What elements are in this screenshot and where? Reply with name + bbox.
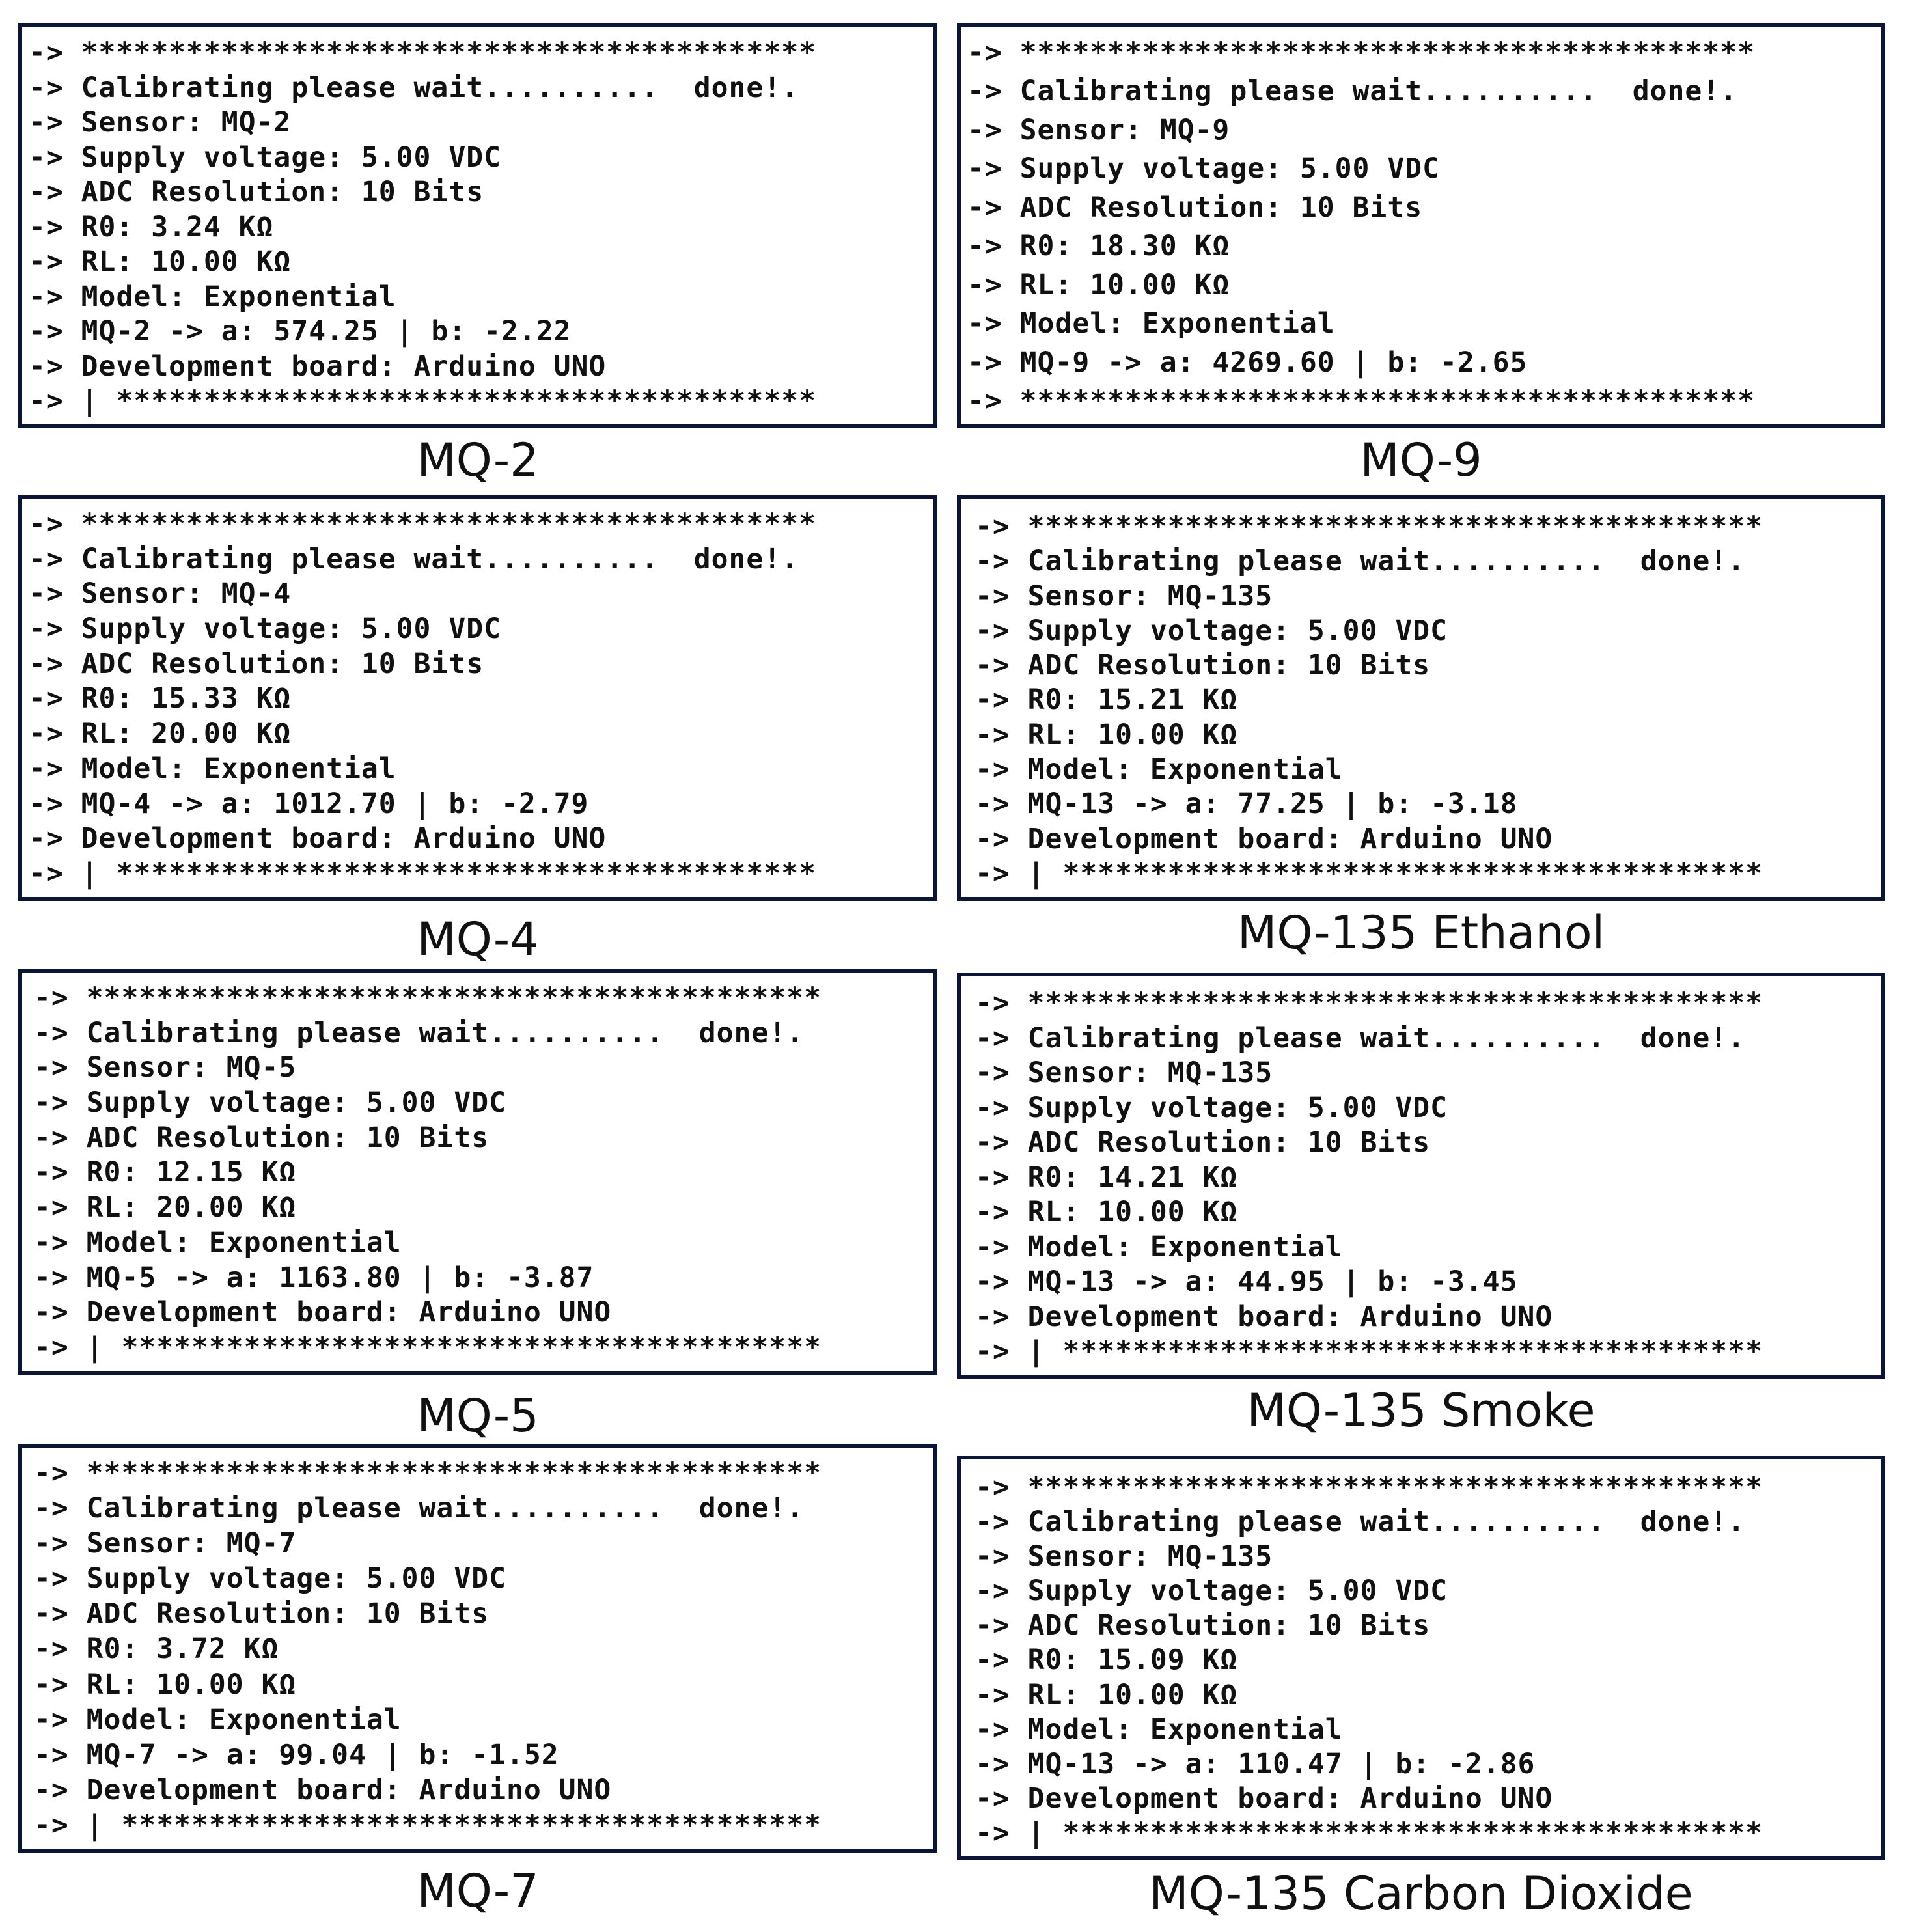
terminal-lines: [22, 499, 933, 897]
terminal-line: -> MQ-7 -> a: 99.04 | b: -1.52: [34, 1738, 559, 1771]
serial-output-panel-mq-9: [957, 23, 1885, 428]
terminal-lines: [961, 1459, 1881, 1856]
terminal-line: -> ******************************************: [29, 36, 816, 69]
terminal-line: -> | ****************************************: [34, 1331, 822, 1364]
terminal-line: -> Model: Exponential: [975, 1230, 1343, 1263]
terminal-line: -> Development board: Arduino UNO: [29, 350, 607, 383]
terminal-line: -> ******************************************: [967, 36, 1755, 69]
terminal-line: -> Supply voltage: 5.00 VDC: [29, 141, 501, 174]
terminal-line: -> MQ-2 -> a: 574.25 | b: -2.22: [29, 315, 572, 348]
terminal-lines: [22, 27, 933, 424]
terminal-line: -> RL: 10.00 KΩ: [975, 1196, 1238, 1228]
terminal-line: -> Supply voltage: 5.00 VDC: [975, 1091, 1448, 1124]
terminal-line: -> Sensor: MQ-135: [975, 579, 1273, 613]
serial-output-panel-mq-2: [18, 23, 937, 428]
panel-caption: MQ-4: [417, 913, 539, 966]
terminal-line: -> Supply voltage: 5.00 VDC: [967, 152, 1440, 186]
terminal-line: -> Model: Exponential: [975, 753, 1343, 786]
terminal-line: -> MQ-9 -> a: 4269.60 | b: -2.65: [967, 346, 1528, 379]
terminal-line: -> ADC Resolution: 10 Bits: [975, 1609, 1431, 1642]
terminal-line: -> Development board: Arduino UNO: [975, 1782, 1553, 1815]
terminal-lines: [961, 499, 1881, 897]
panel-caption: MQ-5: [417, 1389, 539, 1442]
terminal-line: -> RL: 10.00 KΩ: [967, 268, 1230, 301]
terminal-line: -> ADC Resolution: 10 Bits: [29, 647, 484, 680]
terminal-line: -> | ****************************************: [975, 1335, 1763, 1368]
terminal-line: -> R0: 18.30 KΩ: [967, 230, 1230, 263]
terminal-line: -> ******************************************: [975, 1471, 1763, 1504]
terminal-line: -> Supply voltage: 5.00 VDC: [34, 1086, 506, 1120]
terminal-line: -> Supply voltage: 5.00 VDC: [34, 1562, 506, 1595]
terminal-line: -> ******************************************: [29, 508, 816, 540]
terminal-line: -> ADC Resolution: 10 Bits: [967, 191, 1423, 224]
terminal-line: -> Sensor: MQ-135: [975, 1056, 1273, 1089]
terminal-line: -> ADC Resolution: 10 Bits: [34, 1121, 490, 1154]
terminal-line: -> MQ-13 -> a: 77.25 | b: -3.18: [975, 788, 1518, 821]
serial-output-panel-mq-7: [18, 1444, 937, 1853]
terminal-line: -> | ****************************************: [975, 857, 1763, 890]
terminal-lines: [22, 1448, 933, 1849]
terminal-line: -> Development board: Arduino UNO: [34, 1773, 612, 1806]
terminal-line: -> MQ-5 -> a: 1163.80 | b: -3.87: [34, 1261, 594, 1294]
terminal-line: -> ******************************************: [967, 384, 1755, 417]
terminal-line: -> | ****************************************: [975, 1816, 1763, 1849]
terminal-line: -> ADC Resolution: 10 Bits: [29, 176, 484, 208]
terminal-line: -> Supply voltage: 5.00 VDC: [29, 613, 501, 646]
panel-caption: MQ-135 Ethanol: [1237, 906, 1605, 959]
terminal-line: -> R0: 15.21 KΩ: [975, 683, 1238, 717]
serial-output-panel-mq-5: [18, 969, 937, 1375]
terminal-lines: [22, 973, 933, 1371]
terminal-line: -> Model: Exponential: [29, 752, 396, 785]
terminal-line: -> Sensor: MQ-9: [967, 113, 1230, 146]
serial-output-panel-mq-135-smoke: [957, 973, 1885, 1379]
terminal-line: -> Development board: Arduino UNO: [975, 822, 1553, 855]
terminal-line: -> RL: 10.00 KΩ: [29, 245, 292, 278]
terminal-line: -> RL: 10.00 KΩ: [34, 1668, 297, 1701]
serial-output-panel-mq-4: [18, 495, 937, 901]
terminal-line: -> RL: 20.00 KΩ: [34, 1191, 297, 1224]
terminal-lines: [961, 976, 1881, 1375]
serial-output-panel-mq-135-carbon-dioxide: [957, 1456, 1885, 1860]
terminal-line: -> | ****************************************: [29, 857, 816, 890]
terminal-line: -> Sensor: MQ-5: [34, 1051, 297, 1084]
terminal-line: -> Sensor: MQ-4: [29, 577, 292, 611]
terminal-line: -> Calibrating please wait.......... done!.: [34, 1492, 805, 1525]
terminal-line: -> ADC Resolution: 10 Bits: [975, 1126, 1431, 1159]
terminal-line: -> Model: Exponential: [29, 280, 396, 313]
terminal-line: -> ADC Resolution: 10 Bits: [34, 1597, 490, 1631]
terminal-line: -> Supply voltage: 5.00 VDC: [975, 614, 1448, 647]
terminal-line: -> Development board: Arduino UNO: [34, 1296, 612, 1329]
terminal-line: -> Calibrating please wait.......... done!.: [29, 542, 799, 575]
terminal-line: -> Model: Exponential: [34, 1703, 402, 1736]
terminal-line: -> ******************************************: [34, 982, 822, 1014]
terminal-line: -> Development board: Arduino UNO: [975, 1300, 1553, 1333]
terminal-line: -> RL: 20.00 KΩ: [29, 717, 292, 751]
panel-caption: MQ-135 Smoke: [1247, 1384, 1595, 1437]
terminal-line: -> R0: 14.21 KΩ: [975, 1161, 1238, 1194]
terminal-line: -> Calibrating please wait.......... done!.: [975, 545, 1746, 578]
terminal-line: -> Calibrating please wait.......... done!.: [34, 1016, 805, 1049]
terminal-line: -> R0: 3.72 KΩ: [34, 1633, 279, 1666]
terminal-line: -> R0: 3.24 KΩ: [29, 210, 274, 243]
terminal-line: -> Model: Exponential: [34, 1226, 402, 1259]
terminal-line: -> ******************************************: [975, 987, 1763, 1019]
terminal-line: -> Calibrating please wait.......... done!.: [975, 1021, 1746, 1055]
panel-caption: MQ-135 Carbon Dioxide: [1149, 1867, 1693, 1920]
terminal-line: -> | ****************************************: [29, 385, 816, 417]
terminal-line: -> MQ-4 -> a: 1012.70 | b: -2.79: [29, 787, 589, 820]
terminal-line: -> R0: 15.09 KΩ: [975, 1644, 1238, 1677]
terminal-lines: [961, 27, 1881, 424]
terminal-line: -> R0: 12.15 KΩ: [34, 1156, 297, 1189]
terminal-line: -> Supply voltage: 5.00 VDC: [975, 1575, 1448, 1608]
terminal-line: -> R0: 15.33 KΩ: [29, 682, 292, 715]
terminal-line: -> | ****************************************: [34, 1808, 822, 1842]
terminal-line: -> ******************************************: [975, 510, 1763, 543]
terminal-line: -> Model: Exponential: [975, 1713, 1343, 1746]
terminal-line: -> Sensor: MQ-135: [975, 1540, 1273, 1573]
serial-output-panel-mq-135-ethanol: [957, 495, 1885, 901]
terminal-line: -> MQ-13 -> a: 110.47 | b: -2.86: [975, 1747, 1536, 1780]
terminal-line: -> RL: 10.00 KΩ: [975, 1678, 1238, 1711]
panel-caption: MQ-9: [1360, 434, 1482, 487]
terminal-line: -> Calibrating please wait.......... done!.: [29, 71, 799, 104]
terminal-line: -> Sensor: MQ-2: [29, 106, 292, 139]
terminal-line: -> MQ-13 -> a: 44.95 | b: -3.45: [975, 1265, 1518, 1298]
terminal-line: -> ADC Resolution: 10 Bits: [975, 649, 1431, 682]
terminal-line: -> ******************************************: [34, 1457, 822, 1489]
panel-caption: MQ-7: [417, 1864, 539, 1918]
terminal-line: -> Calibrating please wait.......... done!.: [967, 75, 1738, 108]
terminal-line: -> RL: 10.00 KΩ: [975, 718, 1238, 751]
panel-caption: MQ-2: [417, 434, 539, 487]
terminal-line: -> Calibrating please wait.......... done!.: [975, 1506, 1746, 1539]
terminal-line: -> Sensor: MQ-7: [34, 1527, 297, 1560]
terminal-line: -> Development board: Arduino UNO: [29, 822, 607, 855]
terminal-line: -> Model: Exponential: [967, 307, 1335, 340]
